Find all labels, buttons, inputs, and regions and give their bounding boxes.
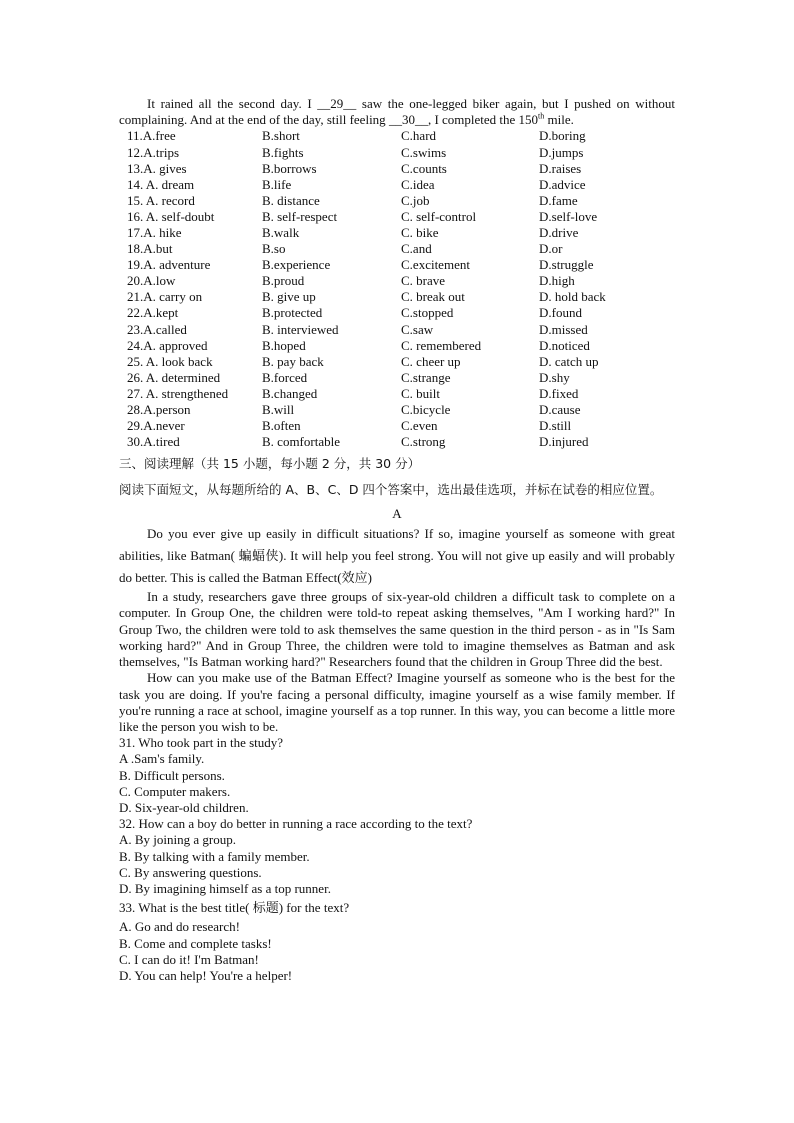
questions — [119, 735, 675, 984]
cloze-ending-paragraph: It rained all the second day. I __29__ saw the one-legged biker again, but I pushed on without complaining. And at the end of the day, still feeling __30__, I completed the 150th mile. — [119, 96, 675, 128]
option-a: 28.A.person — [127, 402, 191, 417]
option-a: 20.A.low — [127, 273, 176, 289]
option-a: 26. A. determined — [127, 369, 221, 385]
option-b: B. comfortable — [262, 434, 340, 450]
option-c: C.strong — [401, 434, 446, 450]
question-choice: D. Six-year-old children. — [119, 799, 249, 815]
option-a: 16. A. self-doubt — [127, 208, 215, 224]
option-row — [119, 128, 675, 144]
option-b: B.fights — [262, 144, 304, 160]
passage-a-paragraph-2: In a study, researchers gave three groups of six-year-old children a difficult task to complete on a computer. In Group One, the children were told-to repeat asking themselves, "Am I working hard?" In Group Two, the children were told to ask themselves the same question in the third person - as in "Is Sam working hard?" And in Group Three, the children were told to imagine themselves as Batman and ask themselves, "Is Batman working hard?" Researchers found that the children in Group Three did the best. — [119, 589, 675, 670]
option-a: 22.A.kept — [127, 305, 179, 321]
option-row — [119, 418, 675, 434]
option-row — [119, 370, 675, 386]
option-d: D.cause — [539, 402, 581, 417]
option-row — [119, 434, 675, 450]
option-d: D.injured — [539, 434, 589, 450]
option-d: D.self-love — [539, 208, 598, 224]
option-a: 15. A. record — [127, 192, 195, 208]
option-c: C. cheer up — [401, 353, 461, 369]
option-c: C. bike — [401, 224, 439, 240]
option-b: B.often — [262, 418, 301, 434]
option-a: 27. A. strengthened — [127, 385, 229, 401]
option-a: 18.A.but — [127, 241, 173, 257]
passage-a-paragraph-3: How can you make use of the Batman Effect? Imagine yourself as someone who is the best for the task you are doing. If you're facing a personal difficulty, imagine yourself as a wise family member. If you're running a race at school, imagine yourself as a top runner. In this way, you can become a little more like the person you wish to be. — [119, 670, 675, 734]
option-d: D.shy — [539, 369, 570, 385]
option-d: D.fixed — [539, 385, 579, 401]
option-a: 25. A. look back — [127, 353, 213, 369]
question-choice: B. Difficult persons. — [119, 767, 225, 783]
option-b: B.short — [262, 128, 300, 144]
option-c: C. self-control — [401, 208, 477, 224]
option-d: D.or — [539, 241, 563, 257]
option-c: C.stopped — [401, 305, 454, 321]
option-row — [119, 354, 675, 370]
option-b: B.will — [262, 402, 295, 417]
option-row — [119, 289, 675, 305]
option-c: C.idea — [401, 176, 435, 192]
option-c: C.saw — [401, 321, 434, 337]
option-c: C.swims — [401, 144, 447, 160]
option-d: D.jumps — [539, 144, 584, 160]
question-stem: 31. Who took part in the study? — [119, 735, 284, 751]
option-row — [119, 161, 675, 177]
option-a: 30.A.tired — [127, 434, 180, 450]
option-d: D.fame — [539, 192, 578, 208]
option-c: C. remembered — [401, 337, 482, 353]
option-row — [119, 241, 675, 257]
option-row — [119, 225, 675, 241]
option-b: B. pay back — [262, 353, 324, 369]
option-c: C.job — [401, 192, 430, 208]
option-row — [119, 386, 675, 402]
option-b: B.hoped — [262, 337, 306, 353]
question-choice: B. Come and complete tasks! — [119, 935, 272, 951]
option-b: B.borrows — [262, 160, 317, 176]
option-d: D.still — [539, 418, 572, 434]
option-b: B. interviewed — [262, 321, 339, 337]
option-c: C.hard — [401, 128, 437, 144]
question-choice: A .Sam's family. — [119, 751, 205, 767]
question-choice: B. By talking with a family member. — [119, 848, 310, 864]
option-row — [119, 193, 675, 209]
option-a: 11.A.free — [127, 128, 176, 144]
option-d: D.high — [539, 273, 575, 289]
option-d: D.struggle — [539, 257, 594, 273]
option-a: 14. A. dream — [127, 176, 195, 192]
option-b: B. give up — [262, 289, 316, 305]
option-row — [119, 145, 675, 161]
cloze-options-table — [119, 128, 675, 450]
option-b: B. distance — [262, 192, 320, 208]
option-b: B.proud — [262, 273, 305, 289]
option-c: C.excitement — [401, 257, 470, 273]
option-c: C.and — [401, 241, 432, 257]
section-3-title: 三、阅读理解（共 15 小题，每小题 2 分，共 30 分） — [119, 456, 421, 472]
question-choice: D. You can help! You're a helper! — [119, 967, 293, 983]
option-a: 13.A. gives — [127, 160, 187, 176]
option-b: B.changed — [262, 385, 318, 401]
option-a: 17.A. hike — [127, 224, 182, 240]
option-b: B.walk — [262, 224, 300, 240]
option-row — [119, 209, 675, 225]
passage-a-label: A — [392, 506, 402, 522]
option-row — [119, 402, 675, 418]
option-c: C.counts — [401, 160, 447, 176]
option-d: D. hold back — [539, 289, 606, 305]
question-stem: 33. What is the best title( 标题) for the text? — [119, 900, 350, 916]
option-d: D.boring — [539, 128, 586, 144]
question-stem: 32. How can a boy do better in running a race according to the text? — [119, 816, 473, 832]
option-c: C. break out — [401, 289, 465, 305]
option-b: B. self-respect — [262, 208, 338, 224]
option-d: D.drive — [539, 224, 579, 240]
option-row — [119, 338, 675, 354]
section-3-instructions: 阅读下面短文，从每题所给的 A、B、C、D 四个答案中，选出最佳选项，并标在试卷的相应位置。 — [119, 482, 663, 498]
option-row — [119, 305, 675, 321]
option-a: 29.A.never — [127, 418, 185, 434]
question-choice: C. By answering questions. — [119, 864, 262, 880]
page-content — [119, 96, 675, 984]
option-b: B.life — [262, 176, 292, 192]
question-choice: A. By joining a group. — [119, 832, 236, 848]
option-c: C.strange — [401, 369, 451, 385]
question-choice: A. Go and do research! — [119, 919, 240, 935]
option-row — [119, 257, 675, 273]
option-c: C. brave — [401, 273, 446, 289]
option-row — [119, 273, 675, 289]
question-choice: D. By imagining himself as a top runner. — [119, 880, 331, 896]
option-a: 24.A. approved — [127, 337, 208, 353]
option-b: B.so — [262, 241, 286, 257]
option-a: 12.A.trips — [127, 144, 179, 160]
question-choice: C. Computer makers. — [119, 783, 231, 799]
option-c: C.bicycle — [401, 402, 451, 417]
option-d: D.advice — [539, 176, 586, 192]
option-row — [119, 322, 675, 338]
option-a: 19.A. adventure — [127, 257, 211, 273]
option-d: D.found — [539, 305, 582, 321]
option-d: D.noticed — [539, 337, 590, 353]
option-row — [119, 177, 675, 193]
option-d: D.missed — [539, 321, 588, 337]
option-b: B.experience — [262, 257, 331, 273]
option-d: D. catch up — [539, 353, 599, 369]
option-c: C. built — [401, 385, 441, 401]
passage-a-paragraph-1: Do you ever give up easily in difficult situations? If so, imagine yourself as someone with great abilities, like Batman( 蝙蝠侠). It will help you feel strong. You will not give up easily and will probably do better. This is called the Batman Effect(效应) — [119, 526, 675, 586]
option-c: C.even — [401, 418, 438, 434]
option-a: 23.A.called — [127, 321, 187, 337]
blank-30: __30__ — [388, 112, 428, 128]
option-d: D.raises — [539, 160, 582, 176]
option-a: 21.A. carry on — [127, 289, 203, 305]
question-choice: C. I can do it! I'm Batman! — [119, 951, 259, 967]
option-b: B.protected — [262, 305, 323, 321]
blank-29: __29__ — [317, 96, 357, 111]
option-b: B.forced — [262, 369, 308, 385]
